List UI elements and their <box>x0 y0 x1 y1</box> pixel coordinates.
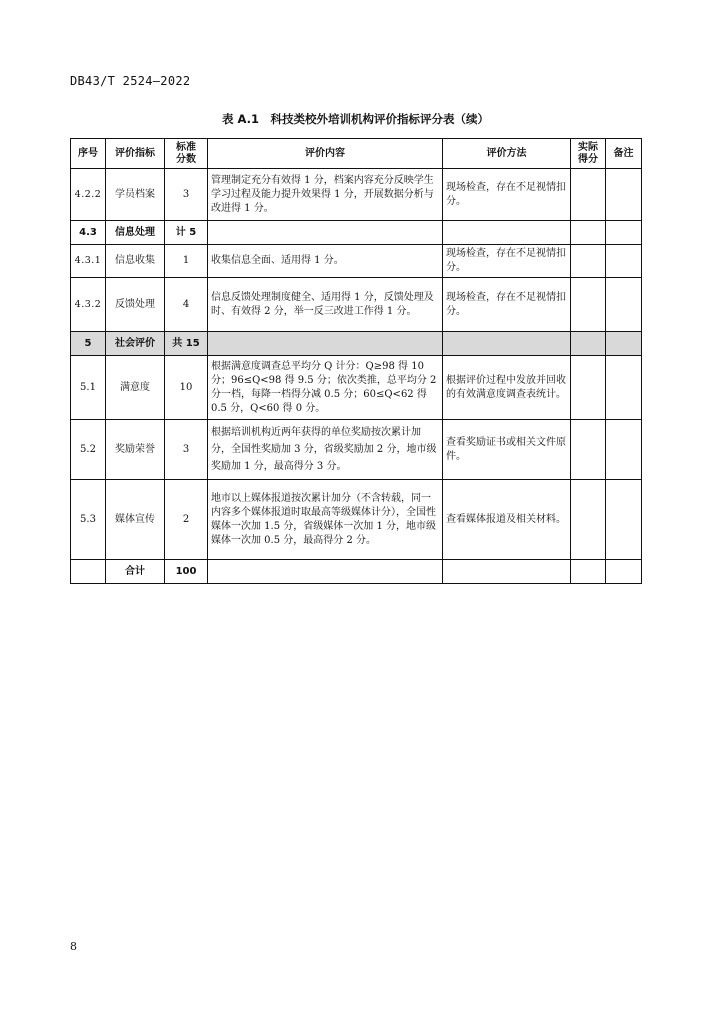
cell-score: 1 <box>165 245 208 278</box>
cell-method <box>443 221 571 245</box>
cell-score: 3 <box>165 420 208 480</box>
column-header-indicator: 评价指标 <box>106 139 165 169</box>
cell-method: 现场检查，存在不足视情扣分。 <box>443 169 571 221</box>
cell-remark <box>606 332 642 356</box>
section-row <box>71 332 642 356</box>
cell-seq <box>71 560 106 584</box>
cell-actual <box>571 169 606 221</box>
cell-method <box>443 560 571 584</box>
cell-score: 2 <box>165 480 208 560</box>
column-header-actual: 实际 得分 <box>571 139 606 169</box>
table-row <box>71 356 642 420</box>
evaluation-table <box>70 138 642 584</box>
cell-method: 现场检查，存在不足视情扣分。 <box>443 278 571 332</box>
cell-content: 地市以上媒体报道按次累计加分（不含转载，同一内容多个媒体报道时取最高等级媒体计分），全国性媒体一次加 1.5 分，省级媒体一次加 1 分，地市级媒体一次加 0.5 分，最高得分 2 分。 <box>208 480 443 560</box>
cell-score: 计 5 <box>165 221 208 245</box>
cell-indicator: 满意度 <box>106 356 165 420</box>
column-header-score: 标准 分数 <box>165 139 208 169</box>
table-row <box>71 420 642 480</box>
cell-remark <box>606 245 642 278</box>
cell-method <box>443 332 571 356</box>
cell-actual <box>571 245 606 278</box>
cell-indicator: 反馈处理 <box>106 278 165 332</box>
cell-actual <box>571 480 606 560</box>
cell-score: 100 <box>165 560 208 584</box>
cell-actual <box>571 420 606 480</box>
cell-score: 10 <box>165 356 208 420</box>
cell-content <box>208 221 443 245</box>
cell-remark <box>606 278 642 332</box>
table-row <box>71 245 642 278</box>
cell-indicator: 奖励荣誉 <box>106 420 165 480</box>
column-header-content: 评价内容 <box>208 139 443 169</box>
cell-content: 信息反馈处理制度健全、适用得 1 分，反馈处理及时、有效得 2 分，举一反三改进工作得 1 分。 <box>208 278 443 332</box>
cell-remark <box>606 356 642 420</box>
cell-content: 管理制定充分有效得 1 分，档案内容充分反映学生学习过程及能力提升效果得 1 分，开展数据分析与改进得 1 分。 <box>208 169 443 221</box>
cell-method: 查看媒体报道及相关材料。 <box>443 480 571 560</box>
column-header-remark: 备注 <box>606 139 642 169</box>
cell-remark <box>606 560 642 584</box>
table-row <box>71 480 642 560</box>
cell-content <box>208 560 443 584</box>
column-header-method: 评价方法 <box>443 139 571 169</box>
cell-indicator: 媒体宣传 <box>106 480 165 560</box>
cell-remark <box>606 420 642 480</box>
cell-content <box>208 332 443 356</box>
cell-score: 3 <box>165 169 208 221</box>
cell-actual <box>571 560 606 584</box>
cell-seq: 5.1 <box>71 356 106 420</box>
page-number: 8 <box>70 940 77 953</box>
cell-seq: 4.3.2 <box>71 278 106 332</box>
table-row <box>71 169 642 221</box>
cell-content: 根据培训机构近两年获得的单位奖励按次累计加分，全国性奖励加 3 分，省级奖励加 2 分，地市级奖励加 1 分，最高得分 3 分。 <box>208 420 443 480</box>
table-header-row <box>71 139 642 169</box>
cell-remark <box>606 169 642 221</box>
cell-indicator: 社会评价 <box>106 332 165 356</box>
cell-seq: 5 <box>71 332 106 356</box>
cell-indicator: 信息收集 <box>106 245 165 278</box>
cell-indicator: 合计 <box>106 560 165 584</box>
cell-actual <box>571 332 606 356</box>
total-row <box>71 560 642 584</box>
cell-remark <box>606 221 642 245</box>
cell-method: 查看奖励证书或相关文件原件。 <box>443 420 571 480</box>
cell-indicator: 信息处理 <box>106 221 165 245</box>
cell-actual <box>571 278 606 332</box>
cell-seq: 4.2.2 <box>71 169 106 221</box>
document-id: DB43/T 2524—2022 <box>70 74 191 88</box>
section-row <box>71 221 642 245</box>
cell-seq: 4.3.1 <box>71 245 106 278</box>
cell-remark <box>606 480 642 560</box>
cell-content: 收集信息全面、适用得 1 分。 <box>208 245 443 278</box>
cell-content: 根据满意度调查总平均分 Q 计分：Q≥98 得 10 分；96≤Q<98 得 9.5 分；依次类推，总平均分 2 分一档，每降一档得分减 0.5 分；60≤Q<62 得 0.5 分，Q<60 得 0 分。 <box>208 356 443 420</box>
cell-method: 根据评价过程中发放并回收的有效满意度调查表统计。 <box>443 356 571 420</box>
cell-score: 4 <box>165 278 208 332</box>
table-caption: 表 A.1 科技类校外培训机构评价指标评分表（续） <box>222 112 489 126</box>
cell-method: 现场检查，存在不足视情扣分。 <box>443 245 571 278</box>
cell-actual <box>571 356 606 420</box>
cell-actual <box>571 221 606 245</box>
column-header-seq: 序号 <box>71 139 106 169</box>
cell-indicator: 学员档案 <box>106 169 165 221</box>
cell-seq: 4.3 <box>71 221 106 245</box>
cell-score: 共 15 <box>165 332 208 356</box>
cell-seq: 5.2 <box>71 420 106 480</box>
table-row <box>71 278 642 332</box>
cell-seq: 5.3 <box>71 480 106 560</box>
